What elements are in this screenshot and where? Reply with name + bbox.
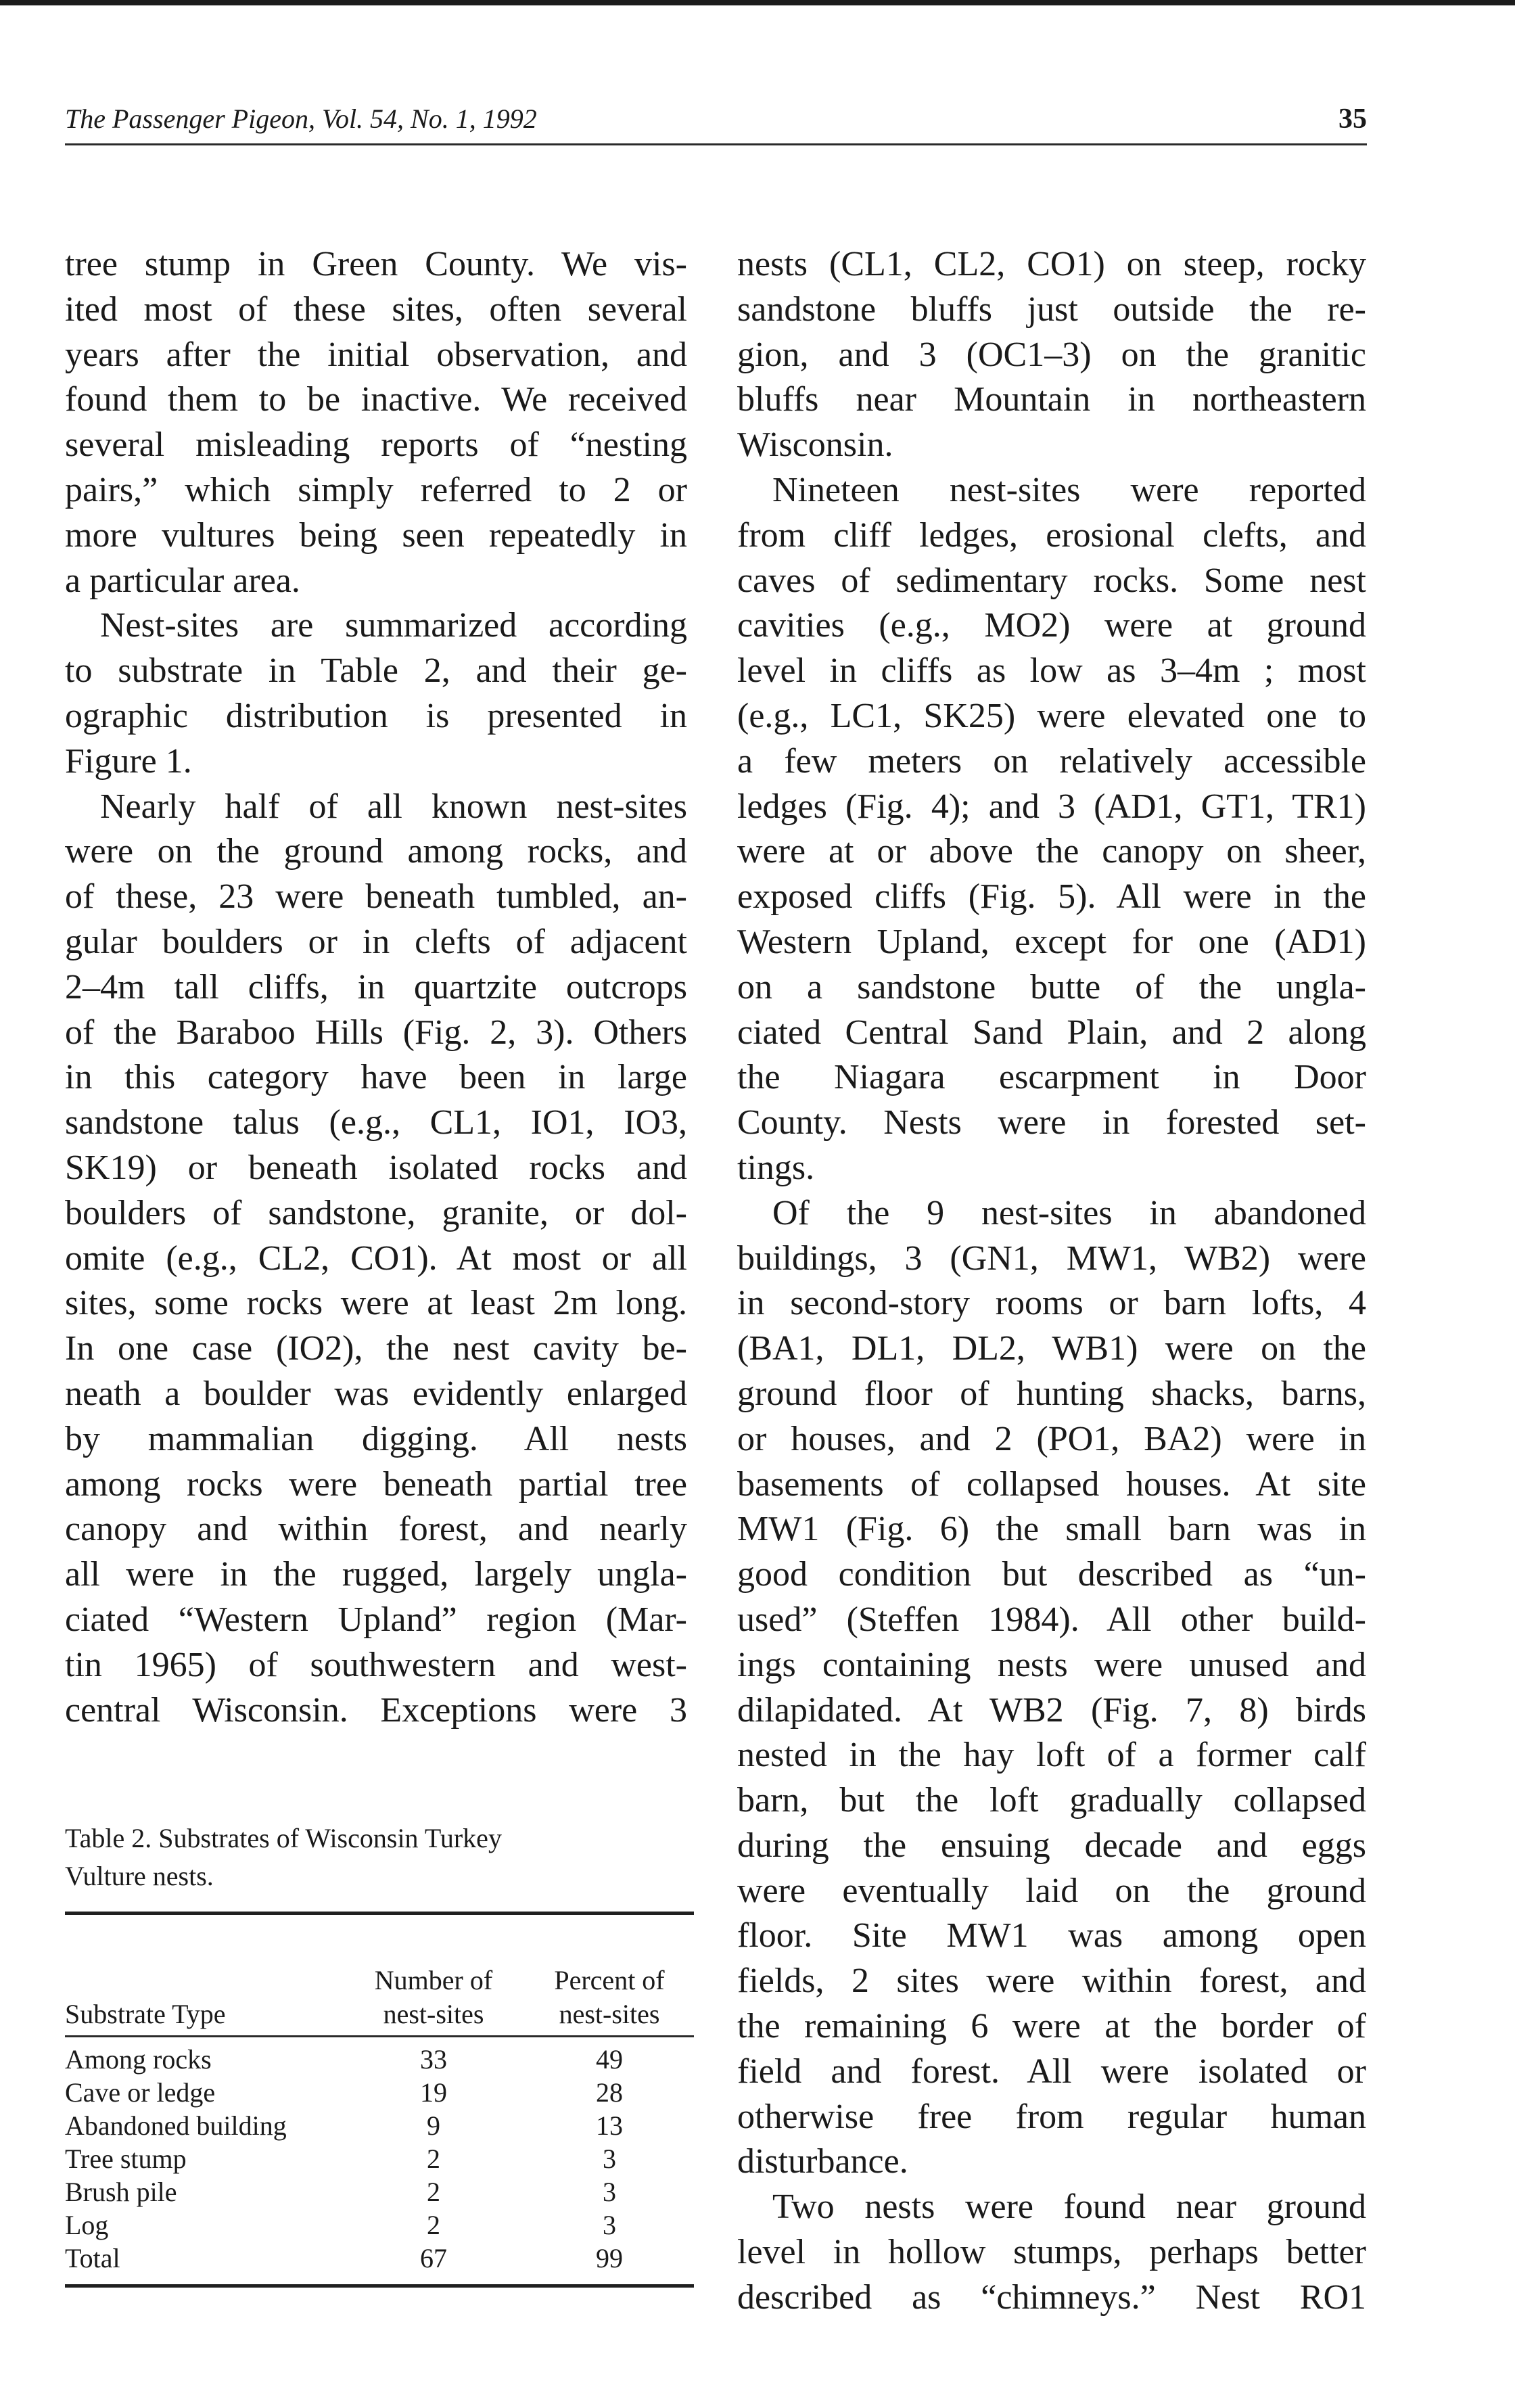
text-line: good condition but described as “un- (737, 1555, 1366, 1594)
table-row (65, 2076, 694, 2109)
text-line: a few meters on relatively accessible (737, 741, 1366, 781)
table-body (65, 2037, 694, 2284)
text-line: Nineteen nest-sites were reported (772, 470, 1366, 509)
text-line: basements of collapsed houses. At site (737, 1464, 1366, 1504)
text-line: ciated “Western Upland” region (Mar- (65, 1600, 687, 1639)
text-line: sandstone talus (e.g., CL1, IO1, IO3, (65, 1103, 687, 1142)
text-line: from cliff ledges, erosional clefts, and (737, 515, 1366, 555)
text-line: Wisconsin. (737, 425, 893, 465)
substrate-type-cell: Cave or ledge (65, 2077, 216, 2108)
text-line: nests (CL1, CL2, CO1) on steep, rocky (737, 245, 1366, 283)
text-line: ited most of these sites, often several (65, 290, 687, 329)
text-line: were eventually laid on the ground (737, 1871, 1366, 1910)
percent-cell: 13 (596, 2110, 623, 2141)
header-percent-line: Percent of (554, 1965, 665, 1995)
count-cell: 2 (427, 2177, 440, 2207)
count-cell: 67 (420, 2243, 447, 2273)
text-line: ings containing nests were unused and (737, 1645, 1366, 1684)
text-line: boulders of sandstone, granite, or dol- (65, 1193, 687, 1232)
text-line: by mammalian digging. All nests (65, 1419, 687, 1458)
text-line: neath a boulder was evidently enlarged (65, 1374, 687, 1413)
text-line: level in cliffs as low as 3–4m ; most (737, 651, 1366, 691)
substrate-type-cell: Tree stump (65, 2144, 187, 2174)
table-bottom-rule (65, 2284, 694, 2288)
text-line: sandstone bluffs just outside the re- (737, 290, 1366, 329)
header-number (349, 1964, 518, 2031)
text-line: gion, and 3 (OC1–3) on the granitic (737, 335, 1366, 374)
text-line: canopy and within forest, and nearly (65, 1510, 687, 1549)
text-line: Nearly half of all known nest-sites (100, 787, 687, 826)
text-line: Figure 1. (65, 741, 192, 781)
text-line: or houses, and 2 (PO1, BA2) were in (737, 1419, 1366, 1458)
text-line: pairs,” which simply referred to 2 or (65, 470, 687, 509)
text-line: among rocks were beneath partial tree (65, 1464, 687, 1504)
text-line: SK19) or beneath isolated rocks and (65, 1148, 687, 1187)
substrate-table (65, 1912, 694, 2288)
text-line: the Niagara escarpment in Door (737, 1058, 1366, 1097)
text-line: were at or above the canopy on sheer, (737, 832, 1366, 871)
percent-cell: 28 (596, 2077, 623, 2108)
header-percent (525, 1964, 694, 2031)
table-caption-line: Vulture nests. (65, 1861, 214, 1891)
text-line: on a sandstone butte of the ungla- (737, 967, 1366, 1006)
table-caption (65, 1820, 674, 1895)
text-line: several misleading reports of “nesting (65, 425, 687, 465)
text-line: used” (Steffen 1984). All other build- (737, 1600, 1366, 1639)
text-line: during the ensuing decade and eggs (737, 1826, 1366, 1865)
percent-cell: 3 (603, 2144, 616, 2174)
percent-cell: 3 (603, 2210, 616, 2240)
page-number: 35 (1338, 103, 1367, 135)
text-line: central Wisconsin. Exceptions were 3 (65, 1690, 687, 1730)
percent-cell: 3 (603, 2177, 616, 2207)
table-caption-line: Table 2. Substrates of Wisconsin Turkey (65, 1823, 502, 1853)
header-number-line: nest-sites (383, 1999, 484, 2029)
text-line: in this category have been in large (65, 1058, 687, 1097)
text-line: caves of sedimentary rocks. Some nest (737, 561, 1366, 600)
text-line: ledges (Fig. 4); and 3 (AD1, GT1, TR1) (737, 787, 1366, 826)
text-line: nested in the hay loft of a former calf (737, 1736, 1366, 1775)
text-line: to substrate in Table 2, and their ge- (65, 651, 687, 691)
text-line: tings. (737, 1148, 815, 1187)
text-line: all were in the rugged, largely ungla- (65, 1555, 687, 1594)
journal-citation: The Passenger Pigeon, Vol. 54, No. 1, 1992 (65, 103, 537, 134)
text-line: sites, some rocks were at least 2m long. (65, 1284, 687, 1323)
text-line: Of the 9 nest-sites in abandoned (772, 1193, 1366, 1232)
percent-cell: 49 (596, 2044, 623, 2075)
header-substrate-type: Substrate Type (65, 1999, 226, 2029)
table-row (65, 2175, 694, 2208)
table-row (65, 2208, 694, 2242)
table-row (65, 2142, 694, 2175)
text-line: bluffs near Mountain in northeastern (737, 380, 1366, 419)
text-line: 2–4m tall cliffs, in quartzite outcrops (65, 967, 687, 1006)
substrate-type-cell: Abandoned building (65, 2110, 287, 2141)
text-line: disturbance. (737, 2142, 908, 2181)
table-header (65, 1915, 694, 2035)
text-line: found them to be inactive. We received (65, 380, 687, 419)
text-line: Two nests were found near ground (772, 2187, 1366, 2227)
text-line: fields, 2 sites were within forest, and (737, 1962, 1366, 2001)
header-number-line: Number of (374, 1965, 493, 1995)
top-border-rule (0, 0, 1515, 5)
count-cell: 2 (427, 2210, 440, 2240)
count-cell: 9 (427, 2110, 440, 2141)
table-row (65, 2242, 694, 2275)
text-line: years after the initial observation, and (65, 335, 687, 374)
text-line: floor. Site MW1 was among open (737, 1916, 1366, 1955)
text-line: of the Baraboo Hills (Fig. 2, 3). Others (65, 1013, 687, 1052)
text-line: ographic distribution is presented in (65, 696, 687, 735)
text-line: more vultures being seen repeatedly in (65, 515, 687, 555)
count-cell: 2 (427, 2144, 440, 2174)
text-line: omite (e.g., CL2, CO1). At most or all (65, 1238, 687, 1278)
header-rule (65, 143, 1367, 145)
text-line: buildings, 3 (GN1, MW1, WB2) were (737, 1238, 1366, 1278)
text-line: of these, 23 were beneath tumbled, an- (65, 877, 687, 917)
text-line: the remaining 6 were at the border of (737, 2007, 1366, 2046)
text-line: ciated Central Sand Plain, and 2 along (737, 1013, 1366, 1052)
percent-cell: 99 (596, 2243, 623, 2273)
right-text-column (737, 242, 1366, 2321)
text-line: (e.g., LC1, SK25) were elevated one to (737, 696, 1366, 735)
text-line: County. Nests were in forested set- (737, 1103, 1366, 1142)
text-line: tree stump in Green County. We vis- (65, 245, 687, 283)
left-text-column (65, 242, 687, 1733)
count-cell: 19 (420, 2077, 447, 2108)
text-line: gular boulders or in clefts of adjacent (65, 922, 687, 961)
substrate-type-cell: Among rocks (65, 2044, 212, 2075)
header-percent-line: nest-sites (559, 1999, 660, 2029)
text-line: cavities (e.g., MO2) were at ground (737, 606, 1366, 645)
text-line: otherwise free from regular human (737, 2097, 1366, 2136)
text-line: MW1 (Fig. 6) the small barn was in (737, 1510, 1366, 1549)
text-line: level in hollow stumps, perhaps better (737, 2233, 1366, 2272)
text-line: in second-story rooms or barn lofts, 4 (737, 1284, 1366, 1323)
text-line: exposed cliffs (Fig. 5). All were in the (737, 877, 1366, 917)
text-line: barn, but the loft gradually collapsed (737, 1781, 1366, 1820)
table-row (65, 2109, 694, 2142)
text-line: field and forest. All were isolated or (737, 2052, 1366, 2091)
substrate-type-cell: Brush pile (65, 2177, 177, 2207)
text-line: were on the ground among rocks, and (65, 832, 687, 871)
text-line: Nest-sites are summarized according (100, 606, 687, 645)
table-row (65, 2043, 694, 2076)
text-line: described as “chimneys.” Nest RO1 (737, 2277, 1366, 2317)
running-head (65, 99, 1367, 146)
text-line: ground floor of hunting shacks, barns, (737, 1374, 1366, 1413)
text-line: In one case (IO2), the nest cavity be- (65, 1329, 687, 1368)
substrate-type-cell: Total (65, 2243, 120, 2273)
text-line: Western Upland, except for one (AD1) (737, 922, 1366, 961)
text-line: tin 1965) of southwestern and west- (65, 1645, 687, 1684)
substrate-type-cell: Log (65, 2210, 109, 2240)
text-line: dilapidated. At WB2 (Fig. 7, 8) birds (737, 1690, 1366, 1730)
text-line: a particular area. (65, 561, 300, 600)
count-cell: 33 (420, 2044, 447, 2075)
text-line: (BA1, DL1, DL2, WB1) were on the (737, 1329, 1366, 1368)
